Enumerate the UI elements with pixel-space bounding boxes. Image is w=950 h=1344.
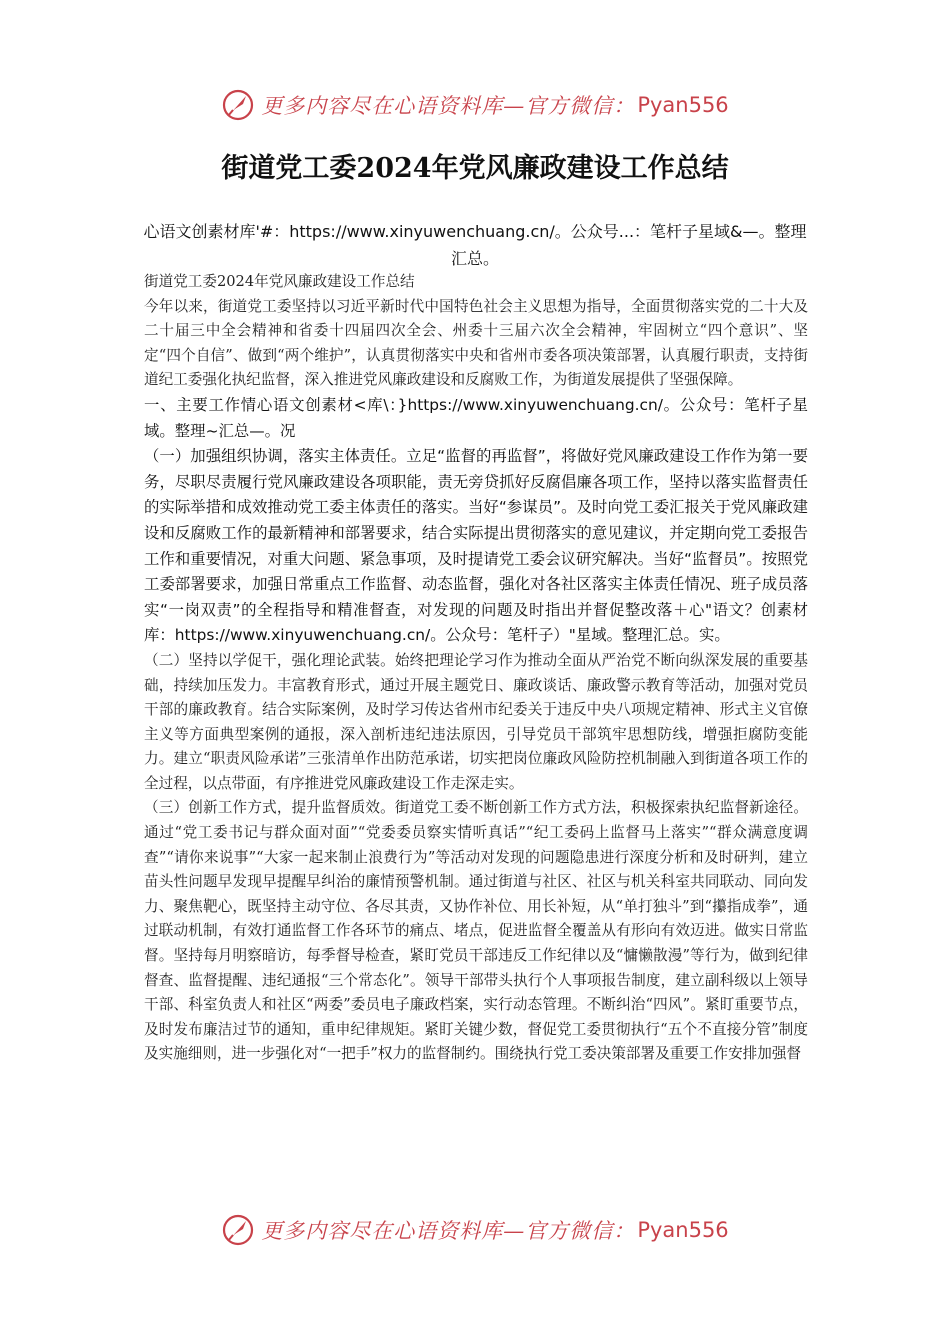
quill-logo-icon bbox=[221, 1213, 255, 1247]
section-heading: 一、主要工作情心语文创素材<库\：}https://www.xinyuwenchuang.cn/。公众号：笔杆子星域。整理~汇总—。况 bbox=[144, 395, 808, 440]
header-watermark-banner bbox=[0, 80, 950, 130]
paragraph-subtitle: 街道党工委2024年党风廉政建设工作总结 bbox=[144, 273, 415, 290]
footer-watermark-banner bbox=[0, 1205, 950, 1255]
paragraph-section-1: （一）加强组织协调，落实主体责任。立足“监督的再监督”，将做好党风廉政建设工作作为第一要务，尽职尽责履行党风廉政建设各项职能，责无旁贷抓好反腐倡廉各项工作，坚持以落实监督责任的实际举措和成效推动党工委主体责任的落实。当好“参谋员”。及时向党工委汇报关于党风廉政建设和反腐败工作的最新精神和部署要求，结合实际提出贯彻落实的意见建议，并定期向党工委报告工作和重要情况，对重大问题、紧急事项，及时提请党工委会议研究解决。当好“监督员”。按照党工委部署要求，加强日常重点工作监督、动态监督，强化对各社区落实主体责任情况、班子成员落实“一岗双责”的全程指导和精准督查，对发现的问题及时指出并督促整改落＋心"语文？创素材库：https://www.xinyuwenchuang.cn/。公众号：笔杆子）"星域。整理汇总。实。 bbox=[144, 447, 808, 645]
banner-wechat-id: Pyan556 bbox=[637, 93, 729, 117]
document-title: 街道党工委2024年党风廉政建设工作总结 bbox=[221, 153, 729, 184]
banner-text: 更多内容尽在心语资料库—官方微信： bbox=[261, 1219, 636, 1243]
quill-logo-icon bbox=[221, 88, 255, 122]
paragraph-intro: 今年以来，街道党工委坚持以习近平新时代中国特色社会主义思想为指导，全面贯彻落实党的二十大及二十届三中全会精神和省委十四届四次全会、州委十三届六次全会精神，牢固树立“四个意识”、坚定“四个自信”、做到“两个维护”，认真贯彻落实中央和省州市委各项决策部署，认真履行职责，支持街道纪工委强化执纪监督，深入推进党风廉政建设和反腐败工作，为街道发展提供了坚强保障。 bbox=[144, 297, 808, 389]
banner-wechat-id: Pyan556 bbox=[637, 1218, 729, 1242]
source-line: 心语文创素材库'#：https://www.xinyuwenchuang.cn/。公众号...：笔杆子星域&—。整理汇总。 bbox=[143, 222, 807, 268]
banner-text: 更多内容尽在心语资料库—官方微信： bbox=[261, 94, 636, 118]
document-body bbox=[144, 270, 808, 1067]
paragraph-section-3: （三）创新工作方式，提升监督质效。街道党工委不断创新工作方式方法，积极探索执纪监督新途径。通过“党工委书记与群众面对面”“党委委员察实情听真话”“纪工委码上监督马上落实”“群众满意度调查”“请你来说事”“大家一起来制止浪费行为”等活动对发现的问题隐患进行深度分析和及时研判，建立苗头性问题早发现早提醒早纠治的廉情预警机制。通过街道与社区、社区与机关科室共同联动、同向发力、聚焦靶心，既坚持主动守位、各尽其责，又协作补位、用长补短，从“单打独斗”到“攥指成拳”，通过联动机制，有效打通监督工作各环节的痛点、堵点，促进监督全覆盖从有形向有效迈进。做实日常监督。坚持每月明察暗访，每季督导检查，紧盯党员干部违反工作纪律以及“慵懒散漫”等行为，做到纪律督查、监督提醒、违纪通报“三个常态化”。领导干部带头执行个人事项报告制度，建立副科级以上领导干部、科室负责人和社区“两委”委员电子廉政档案，实行动态管理。不断纠治“四风”。紧盯重要节点，及时发布廉洁过节的通知，重申纪律规矩。紧盯关键少数，督促党工委贯彻执行“五个不直接分管”制度及实施细则，进一步强化对“一把手”权力的监督制约。围绕执行党工委决策部署及重要工作安排加强督 bbox=[144, 799, 808, 1063]
paragraph-section-2: （二）坚持以学促干，强化理论武装。始终把理论学习作为推动全面从严治党不断向纵深发展的重要基础，持续加压发力。丰富教育形式，通过开展主题党日、廉政谈话、廉政警示教育等活动，加强对党员干部的廉政教育。结合实际案例，及时学习传达省州市纪委关于违反中央八项规定精神、形式主义官僚主义等方面典型案例的通报，深入剖析违纪违法原因，引导党员干部筑牢思想防线，增强拒腐防变能力。建立“职责风险承诺”三张清单作出防范承诺，切实把岗位廉政风险防控机制融入到街道各项工作的全过程，以点带面，有序推进党风廉政建设工作走深走实。 bbox=[144, 651, 808, 792]
